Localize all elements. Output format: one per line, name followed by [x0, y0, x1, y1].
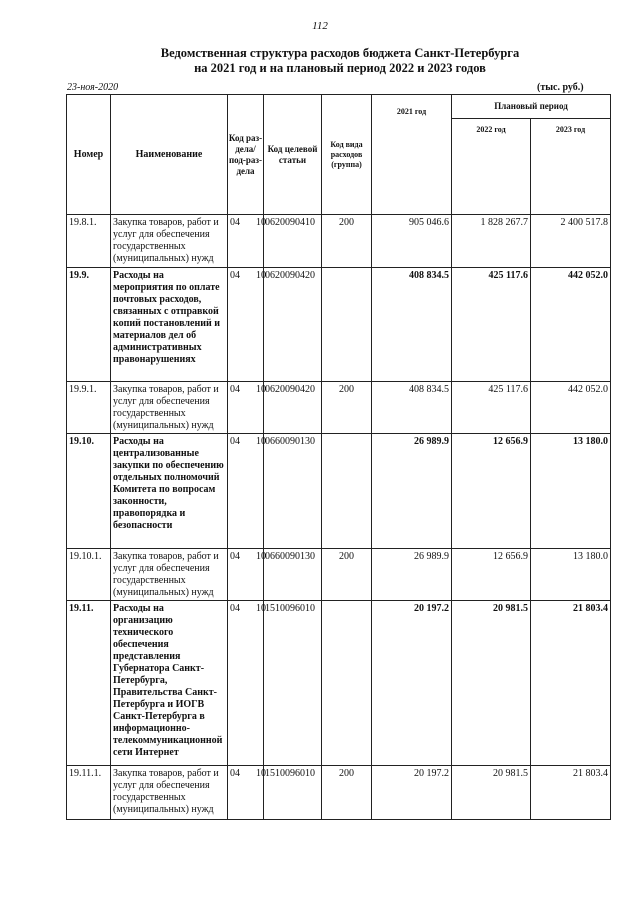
row-expense-group	[322, 434, 372, 549]
row-expense-group: 200	[322, 766, 372, 820]
row-2023: 13 180.0	[531, 434, 611, 549]
header-section-code: Код раз-дела/ под-раз-дела	[228, 95, 264, 215]
table-row	[67, 549, 611, 601]
row-section-cell	[228, 601, 264, 766]
header-name: Наименование	[111, 95, 228, 215]
row-section: 04	[230, 270, 240, 281]
row-target-code: 0660090130	[264, 434, 322, 549]
row-subsection: 10	[256, 436, 266, 447]
header-target-code: Код целевой статьи	[264, 95, 322, 215]
row-2023: 442 052.0	[531, 382, 611, 434]
row-target-code: 1510096010	[264, 766, 322, 820]
row-expense-group	[322, 268, 372, 382]
row-number: 19.9.1.	[67, 382, 111, 434]
table-row	[67, 382, 611, 434]
row-2022: 1 828 267.7	[452, 215, 531, 268]
row-name: Расходы на мероприятия по оплате почтовых расходов, связанных с отправкой копий постановлений и материалов дел об административных правонарушениях	[111, 268, 228, 382]
budget-table	[66, 94, 611, 820]
row-2021: 408 834.5	[372, 382, 452, 434]
row-number: 19.10.1.	[67, 549, 111, 601]
table-row	[67, 766, 611, 820]
header-expense-group: Код вида расходов (группа)	[322, 95, 372, 215]
row-subsection: 10	[256, 768, 266, 779]
row-number: 19.11.1.	[67, 766, 111, 820]
page-number: 112	[312, 20, 328, 32]
row-section: 04	[230, 384, 240, 395]
header-2023: 2023 год	[531, 119, 611, 215]
row-expense-group	[322, 601, 372, 766]
row-section: 04	[230, 436, 240, 447]
row-subsection: 10	[256, 603, 266, 614]
row-section: 04	[230, 217, 240, 228]
row-target-code: 0620090410	[264, 215, 322, 268]
title-line-2: на 2021 год и на плановый период 2022 и 2023 годов	[194, 61, 486, 75]
row-2023: 2 400 517.8	[531, 215, 611, 268]
row-number: 19.8.1.	[67, 215, 111, 268]
table-row	[67, 215, 611, 268]
row-section-cell	[228, 382, 264, 434]
row-target-code: 0620090420	[264, 382, 322, 434]
row-subsection: 10	[256, 551, 266, 562]
row-section: 04	[230, 603, 240, 614]
row-expense-group: 200	[322, 549, 372, 601]
document-date: 23-ноя-2020	[67, 82, 119, 93]
row-subsection: 10	[256, 384, 266, 395]
header-planned-period: Плановый период	[452, 95, 611, 119]
table-row	[67, 434, 611, 549]
row-expense-group: 200	[322, 382, 372, 434]
row-number: 19.10.	[67, 434, 111, 549]
row-2022: 12 656.9	[452, 434, 531, 549]
page-title	[40, 46, 640, 76]
row-subsection: 10	[256, 270, 266, 281]
header-2021: 2021 год	[372, 95, 452, 215]
table-row	[67, 268, 611, 382]
row-2023: 21 803.4	[531, 601, 611, 766]
row-2022: 20 981.5	[452, 601, 531, 766]
row-name: Закупка товаров, работ и услуг для обеспечения государственных (муниципальных) нужд	[111, 766, 228, 820]
row-expense-group: 200	[322, 215, 372, 268]
row-2021: 26 989.9	[372, 549, 452, 601]
row-target-code: 0660090130	[264, 549, 322, 601]
table-row	[67, 601, 611, 766]
row-2022: 425 117.6	[452, 268, 531, 382]
header-2022: 2022 год	[452, 119, 531, 215]
row-section-cell	[228, 215, 264, 268]
row-target-code: 0620090420	[264, 268, 322, 382]
row-number: 19.11.	[67, 601, 111, 766]
row-section-cell	[228, 549, 264, 601]
units-label: (тыс. руб.)	[537, 82, 584, 93]
row-2023: 442 052.0	[531, 268, 611, 382]
row-number: 19.9.	[67, 268, 111, 382]
row-2023: 21 803.4	[531, 766, 611, 820]
row-section-cell	[228, 268, 264, 382]
row-section: 04	[230, 551, 240, 562]
row-2021: 408 834.5	[372, 268, 452, 382]
row-subsection: 10	[256, 217, 266, 228]
row-2021: 26 989.9	[372, 434, 452, 549]
row-2021: 20 197.2	[372, 766, 452, 820]
row-section-cell	[228, 766, 264, 820]
row-section-cell	[228, 434, 264, 549]
row-2023: 13 180.0	[531, 549, 611, 601]
row-2021: 905 046.6	[372, 215, 452, 268]
row-name: Закупка товаров, работ и услуг для обеспечения государственных (муниципальных) нужд	[111, 549, 228, 601]
row-2022: 12 656.9	[452, 549, 531, 601]
row-2021: 20 197.2	[372, 601, 452, 766]
row-2022: 20 981.5	[452, 766, 531, 820]
row-target-code: 1510096010	[264, 601, 322, 766]
row-2022: 425 117.6	[452, 382, 531, 434]
row-name: Расходы на организацию технического обеспечения представления Губернатора Санкт-Петербурга, Правительства Санкт-Петербурга и ИОГВ Санкт-Петербурга в информационно-телекоммуникационной сети Интернет	[111, 601, 228, 766]
header-number: Номер	[67, 95, 111, 215]
title-line-1: Ведомственная структура расходов бюджета Санкт-Петербурга	[160, 46, 520, 60]
row-name: Закупка товаров, работ и услуг для обеспечения государственных (муниципальных) нужд	[111, 215, 228, 268]
row-name: Закупка товаров, работ и услуг для обеспечения государственных (муниципальных) нужд	[111, 382, 228, 434]
row-section: 04	[230, 768, 240, 779]
row-name: Расходы на централизованные закупки по обеспечению отдельных полномочий Комитета по вопросам законности, правопорядка и безопасности	[111, 434, 228, 549]
